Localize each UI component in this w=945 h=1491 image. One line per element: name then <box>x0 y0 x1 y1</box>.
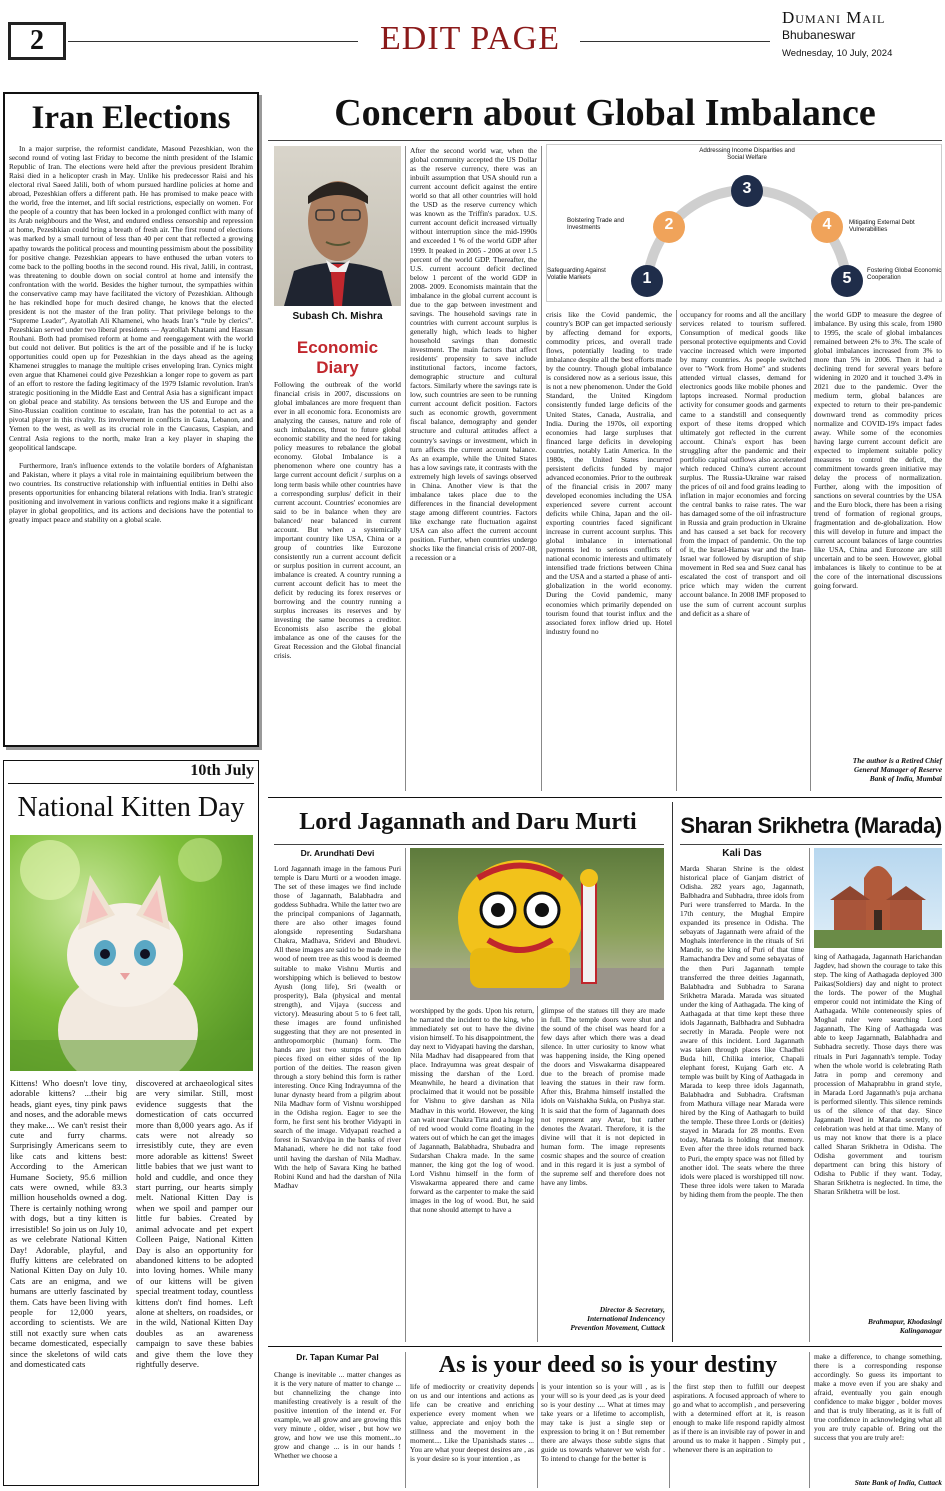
imbalance-credit-line-2: General Manager of Reserve <box>853 765 942 774</box>
infographic-num-5: 5 <box>842 270 852 287</box>
iran-headline: Iran Elections <box>31 100 231 136</box>
edition-date: Wednesday, 10 July, 2024 <box>782 48 893 59</box>
kitten-headline: National Kitten Day <box>17 792 245 823</box>
deed-author: Dr. Tapan Kumar Pal <box>296 1352 379 1362</box>
iran-paragraph-2: Furthermore, Iran's influence extends to the volatile borders of Afghanistan and Pakistan, where it plays a vital role in maintaining equilibrium between the two countries. Its constructive relationship with influential entities in Delhi also presents opportunities for enhancing bilateral relations with India. Iran's strategic positioning and involvement in various conflicts and regions make it a significant player in global geopolitics, and its actions and decisions have the potential to greatly impact peace and stability on a global scale. <box>9 460 253 524</box>
sharan-rule-1 <box>809 848 810 1342</box>
mid-section-rule <box>268 797 942 798</box>
imbalance-rule-1 <box>405 146 406 791</box>
imbalance-credit-line-3: Bank of India, Mumbai <box>869 774 942 783</box>
deed-headline: As is your deed so is your destiny <box>438 1352 778 1378</box>
jagannath-col-1: Lord Jagannath image in the famous Puri temple is Daru Murti or a wooden image. The set of these images we find include those of Jagannath, Balabhadra and goddess Subhadra. While the latter two are the principal companions of Jagannath, there are also other images found alongside representing Sudarshana Chakra, Madhava, Sridevi and Bhudevi. All these images are said to be made in the wood of neem tree as this wood is deemed suitable to make Vishnu Murtis and worshipping which is believed to bestow Ayush (long life), Sri (wealth or prosperity), Bala (physical and mental strength), and Vijaya (success and victory). Measuring about 5 to 6 feet tall, these images are found unfinished suggesting that they are not presented in anthropomorphic (human) form. The hands are just two stumps of wooden pieces fixed on either sides of the lip portion of the deities. The reason given through a story behind this form is rather interesting. Once King Indrayumna of the lunar dynasty heard from a pilgrim about Nila Madhav form of Vishnu worshipped in the Odisha region. Eager to see the form, he first sent his brother Vidyapti in search of the image. Vidyapati reached a forest in Savardvipa in the banks of river Mahanadi, where he did not take food until having the darshan of Nila Madhav. With the help of Savara King he bathed Robini Kund and had the darshan of Nila Madhav <box>274 864 401 1190</box>
jagannath-col-3: glimpse of the statues till they are made in full. The temple doors were shut and the sound of the chisel was heard for a few days after which there was a dead silence. In utter curiosity to know what was happening inside, the King opened the doors and Viswakarma disappeared due to the breach of promise made leaving the statues in their raw form. After this, Brahma himself installed the idols on Vaishakha Sukla, on Pushya star. It is said that the form of Jagannath does not represent any Avtar, but rather denotes the Avatari. Therefore, it is the divine will that it is not depicted in human form. The image represents cosmic shapes and the source of creation and in this regard it is just a symbol of the supreme self and therefore does not have any limbs. <box>541 1006 665 1187</box>
jagannath-credit-line-2: International Indencency <box>587 1314 665 1323</box>
deed-rule-3 <box>669 1382 670 1488</box>
jagannath-rule-2 <box>537 1006 538 1342</box>
sharan-author: Kali Das <box>722 848 762 859</box>
sharan-col-2: king of Aathagada, Jagannath Harichandan Jagdev, had shown the courage to take this step. The king of Aathagada deployed 300 Paikas(Soldiers) day and night to protect the lords. The power of the Mughal emperor could not intimidate the King of Aathagada. While conteneously spies of Moghal ruler were searching Lord Jagannath, The King of Aathagada was able to keep Jagarnnath, Balabhadra and Subhadra secretly. Those days there was rituals in Puri Jagannath's temple. Today when the whole world is celebrating Rath Jatra in pomp and ceremony and procession of Mahaprabhu in grand style, in Marada Lord Jagannath's puja archana is performed silently. This silence reminds us of the silence of that day. Since Jagannath lived in Marada secretly, no celebration was held at that time. Many of us may not know that there is a place called Sharan Srikhetra in Odisha. The Odisha government and tourism department can bring this history of Odisha to Public if they want. Today, Sharan Srikhetra is neglected. In time, the Sharan Srikhetra will be lost. <box>814 952 942 1197</box>
deed-col-1: Change is inevitable ... matter changes as it is the very nature of matter to change ... but channelizing the change into manifesting creatively is a result of the positive intention of the intend er. For example, we all grow and are growing this very minute , older, wiser , but how we grow, and how we use this moment...to grow and change ... is in our hands ! Whether we choose a <box>274 1370 401 1461</box>
sharan-temple-photo <box>814 848 942 948</box>
imbalance-col-2: After the second world war, when the global community accepted the US Dollar as the reserve currency, there was an inbuilt assumption that USA should run a current account deficit against the entire world so that all other countries will hold the USD as the reserve currency which was known as the Triffin's paradox. U.S. current account deficit increased virtually without interruption since the mid-1990s and exceeded 1 % of the world GDP after 1999. It peaked in 2005 - 2006 at over 1.5 percent of the world GDP. Thereafter, the U.S. current account deficit declined below 1 percent of the world GDP in 2008- 2009. Economists maintain that the imbalance in the global current account is due to the gap between investment and savings. The household savings rate in countries with current account surplus is generally high, which leads to higher household savings than domestic investment. The main factors that affect residents' propensity to save include institutional factors, income factors, demographic structure and cultural factors. Similarly where the savings rate is low, such countries are seen to be running current account deficit position. Factors such as economic growth, government fiscal balance, demography and gender structure and cultural attitudes affect a country's savings or investment, which in turn affects the current account balance. As an example, while the United States has a low savings rate, it contrasts with the extremely high levels of savings observed in China. Another view is that the imbalance takes place due to the differences in the financial development stage among different countries. Factors like exchange rate fluctuation against USA can also affect the current account position. Further, when countries undergo shocks like the financial crisis of 2007-08, a recession or a <box>410 146 537 563</box>
imbalance-rule-3 <box>676 310 677 791</box>
paper-name: Dumani Mail <box>782 8 886 27</box>
economic-diary-badge: Economic Diary <box>296 338 379 377</box>
infographic-num-1: 1 <box>642 270 652 287</box>
sharan-col-1: Marda Sharan Shrine is the oldest historical place of Ganjam district of Odisha. 282 years ago, Jagannath, Balbhadra and Subhadra, three idols from Puri were transferred to Marda. In the 17th century, the Mughal Empire expanded its presence in Odisha. The sebayats of Jagannath were afraid of the Moghals interference in the rituals of Sri Mandir, so the king of Puri of that time Ramachandra Dev and some sebayatas of the then Puri Jagannath temple transferred the three deities Jagannath, Balabhadra and Subhadra to Sarana Srikhetra Marada. Marada was situated under the king of Aathagada. The king of Aathagada at that time kept these three idols Jagannath, Balbhadra and Subhadra secretly in Marada. People were not aware of this incident. Lord Jagannath was taken through places like Chadhei Buda hill, Chilika interior, Chapali elephant forest, Kujang Garh etc. A temple was built by King of Aathagada in Marada to keep three idols Jagannath, Balabhadra and Subhadra. Craftsman from Mathura village near Marada were hired by the King of Aathagarh to build the temple. These three Lords or (deities) stayed in Marada for 28 months. Even today, Marada is holding that memory. Even after the three idols returned back to Puri, the empty space was not filled by another idol. The seats where the three idols were placed is worshipped till now. These three idols were taken to Marada by hiding them from the people. The then <box>680 864 804 1199</box>
jagannath-rule <box>274 844 664 845</box>
kitten-illustration <box>10 835 253 1071</box>
jagannath-headline: Lord Jagannath and Daru Murti <box>299 809 637 835</box>
jagannath-credit-line-3: Prevention Movement, Cuttack <box>570 1323 665 1332</box>
infographic-num-4: 4 <box>822 216 832 233</box>
masthead-rule-left <box>68 41 358 42</box>
jagannath-idol-illustration <box>410 848 664 1000</box>
infographic-label-1: Safeguarding Against Volatile Markets <box>547 267 606 281</box>
imbalance-credit <box>814 756 942 783</box>
bottom-section-rule <box>268 1346 942 1347</box>
imbalance-rule-2 <box>541 146 542 791</box>
imbalance-author: Subash Ch. Mishra <box>292 311 383 322</box>
jagannath-sharan-divider <box>672 802 673 1342</box>
imbalance-rule-4 <box>810 310 811 791</box>
kitten-photo <box>10 835 253 1071</box>
sharan-credit-line-2: Kalinganagar <box>899 1326 942 1335</box>
jagannath-col-2: worshipped by the gods. Upon his return, he narrated the incident to the king, who immediately set out to have the divine vision himself. To his disappointment, the day next to Vidyapati having the darshan, Nila Madhav had disappeared from that place. Indrayumna was great despair of missing the darshan of the Lord. Meanwhile, he heard a divination that proclaimed that it would not be possible for Vishnu to give darshan as Nila Madhav in this world. However, the king can wait near Chakra Tirta and a huge log of red wood would come floating in the waters out of which he can get the images of Jagannath, Balabhadra, Shubadra and Sudarshan Chakra made. In the same manner, the king got the log of wood. Lord Vishnu himself in the form of Viswakarma appeared there and came forward as the carpenter to make the said images in the log of wood. But, he said that none should attempt to have a <box>410 1006 534 1215</box>
infographic-num-2: 2 <box>664 216 674 233</box>
infographic-num-3: 3 <box>742 180 752 197</box>
imbalance-col-3: crisis like the Covid pandemic, the country's BOP can get impacted seriously by affecting demand for exports, commodity prices, and overall trade flows, potentially leading to trade imbalance despite all the best efforts made by the country. Though global imbalance is considered now as a serious issue, this is not a new phenomenon. Under the Gold Standard, the United Kingdom consistently funded large deficits of the United States, Canada, Australia, and India. During the 1970s, oil exporting economies had large surpluses that financed large deficits in developing countries, notably Latin America. In the 1980s, the United States incurred persistent deficits funded by major advanced economies. Prior to the outbreak of the financial crisis in 2007 many developed economies including the USA experienced severe current account deficits while China, Japan and the oil-exporting countries faced significant increase in current account surplus. This global imbalance in international payments led to serious conflicts of national economic interests and ultimately intensified trade frictions between China and the USA and a started a phase of anti-globalization in the world economy. During the Covid pandemic, many economies which primarily depended on tourism found that tourist influx and the associated forex inflow dried up. Hotel industry found no <box>546 310 672 636</box>
iran-body <box>9 144 253 742</box>
jagannath-credit <box>541 1305 665 1332</box>
deed-col-5: make a difference, to change something, there is a corresponding response accordingly. So guess its important to make a move even if you are shaky and afraid, eventually you gain enough confidence to make bigger , bolder moves and that is truly liberating, as it is full of true confidence in acknowledging what all you are truly capable of. Bring out the success that you are truly are!: <box>814 1352 942 1443</box>
imbalance-infographic <box>546 144 942 302</box>
section-title: EDIT PAGE <box>380 20 560 57</box>
kitten-divider <box>8 783 254 784</box>
infographic-label-4: Mitigating External Debt Vulnerabilities <box>849 219 915 233</box>
deed-rule-2 <box>537 1382 538 1488</box>
author-photo <box>274 146 401 306</box>
imbalance-credit-line-1: The author is a Retired Chief <box>852 756 942 765</box>
sharan-headline: Sharan Srikhetra (Marada) <box>680 813 942 838</box>
kitten-col-2: discovered at archaeological sites are very similar. Still, most evidence suggests that the domestication of cats occurred more than 8,000 years ago. As if cats were not already so irresistibly cute, they are even more adorable as kittens! Sweet little babies that we just want to hold and cuddle, and once they start purring, our hearts simply melt. National Kitten Day is when we spoil and pamper our little fur babies. Created by animal advocate and pet expert Colleen Paige, National Kitten Day is also an opportunity for abandoned kittens to be adopted into loving homes. While many of our kittens will be given special treatment today, countless kittens don't find homes. Left alone at shelters, on roadsides, or in the wild, National Kitten Day doubles as an awareness campaign to save these babies and give them the love they rightfully deserve. <box>136 1078 253 1369</box>
deed-col-2: life of mediocrity or creativity depends on us and our intentions and actions as life can be creative and enriching experience every moment when we value, appreciate and enjoy both the stillness and the movement in the moment.... Like the Upanishads states ... You are what your deepest desires are , as is your desire so is your intention , as <box>410 1382 534 1464</box>
jagannath-credit-line-1: Director & Secretary, <box>599 1305 665 1314</box>
edition-city: Bhubaneswar <box>782 28 856 42</box>
author-portrait <box>274 146 401 306</box>
imbalance-headline: Concern about Global Imbalance <box>334 92 876 134</box>
page-number: 2 <box>8 22 66 60</box>
deed-credit: State Bank of India, Cuttack <box>854 1478 942 1487</box>
imbalance-col-4: occupancy for rooms and all the ancillary services related to tourism suffered. Consumption of medical goods like personal protective equipments and Covid vaccine increased which were imported by many countries. As people switched over to "Work from Home" and students attended virtual classes, demand for electronics goods like mobile phones and laptops increased. Normal production activity for consumer goods and garments came to a standstill and consequently export of these items dropped which ultimately got reflected in the current account. China's export has been struggling after the pandemic and their portfolio capital outflows also accelerated which reduced China's current account surplus. The Russia-Ukraine war raised the prices of oil and food grains leading to inflation in major economies and forcing the central banks to raise rates. The war has damaged some of the oil infrastructure in Russia and grain production in Ukraine and has caused a set back for recovery from the impact of pandemic. On the top of it, the Israel-Hamas war and the Iran-Israel war followed by disruption of ship movement in Red sea and Suez canal has escalated the cost of transport and oil price which may widen the current account balance. In 2008 IMF proposed to use the sum of current account surplus and deficit as a share of <box>680 310 806 618</box>
infographic-top-label: Addressing Income Disparities and Social Welfare <box>699 147 795 161</box>
imbalance-top-rule <box>268 140 942 141</box>
sharan-credit-line-1: Brahmapur, Khodasingi <box>868 1317 942 1326</box>
kitten-col-1: Kittens! Who doesn't love tiny, adorable kittens? ...their big heads, giant eyes, tiny pink paws and noses, and the adorable mews they make.... We can't resist their cute and furry charms. Surprisingly Americans seem to like cats and kittens best: According to the American Humane Society, 95.6 million cats were owned, while 83.3 million households owned a dog. There is certainly nothing wrong with dogs, but a tiny kitten is irresistible! So join us on July 10, as we celebrate National Kitten Day! Adorable, playful, and fluffy kittens are celebrated on National Kitten Day on July 10. Cats are an enigma, and we humans are utterly fascinated by them. Cats have been living with people for 12,000 years, according to scientists. We are still not exactly sure when cats became domesticated, especially since the skeletons of wild cats and domesticated cats <box>10 1078 127 1369</box>
imbalance-col-5: the world GDP to measure the degree of imbalance. By using this scale, from 1980 to 1995, the scale of global imbalances remained between 2% to 3%. The scale of global imbalances increased from 3% to more than 5% in 2006. Then it had a declining trend for several years before widening in 2020 and it touched 3.4% in 2021 due to the pandemic. Over the medium term, global balances are expected to return to their pre-pandemic downward trend as commodity prices normalize and COVID-19's impact fades away. While some of the economies having large current account deficit are expected to implement suitable policy measures to control the deficit, the commitment towards green initiative may delay the process of normalization. Further, along with the imposition of sanctions on several countries by the USA and the Euro block, there has been a rising trend of formation of regional groups, fragmentation and de-globalization. How this will develop in future and impact the current account balances of large countries like USA, China and Eurozone are still uncertain and to be seen. However, global imbalances is likely to continue to be at the core of the international discussions going forward. <box>814 310 942 591</box>
imbalance-col-1: Following the outbreak of the world financial crisis in 2007, discussions on global imbalances are more frequent than ever in all economic fora. Economists are analyzing the causes, nature and role of such imbalances, threat to future global economic stability and the need for taking policy measures to rebalance the global economy. Global Imbalance is a phenomenon where one country has a large current account deficit / surplus on a long term basis while other countries have a corresponding surplus/ deficit in their current account. Countries' economies are said to be in balance when they are balanced/ near balanced in current account. But when a systemically important country like USA, China or a group of countries like Eurozone consistently run a current account deficit or surplus position in current account, an imbalance is created. A country running a current account deficit has to meet the deficit by reducing its forex reserves or borrowing and the country running a surplus increases its reserves and by investing the same becomes a creditor. Economists also ascribe the global imbalance as one of the causes for the Great Recession and the Global financial crisis. <box>274 380 401 661</box>
deed-col-4: the first step then to fulfill our deepest aspirations. A focused approach of where to go and what to accomplish , and persevering with a determined effort at it, is reason enough to make life respond rapidly almost as if there is an invisible ray of power in and around us to make it happen . Simply put , whenever there is an aspiration to <box>673 1382 805 1455</box>
jagannath-rule-1 <box>405 848 406 1342</box>
jagannath-author: Dr. Arundhati Devi <box>300 848 375 858</box>
sharan-rule <box>680 844 942 845</box>
deed-col-3: is your intention so is your will , as is your will so is your deed ,as is your deed so is your destiny .... What at times may take years or a lifetime to accomplish, may take is just a single step or expression to bring it on ! But remember there are always those subtle signs that guide us towards whatever we wish for . To intend to change for the better is <box>541 1382 665 1464</box>
iran-paragraph-1: In a major surprise, the reformist candidate, Masoud Pezeshkian, won the second round of voting last Friday to become the ninth president of the Islamic Republic of Iran. The elections were held after the previous president Ibrahim Raisi died in a helicopter crash in May. Unlike his predecessor Raisi and his electoral rival Saeed Jalili, both of whom pursued hardline policies at home and abroad, Pezeshkian offers a different path. He has promised to make peace with the world, free the internet, and lift social restrictions, especially on women. For the people of a country that has been locked in a prolonged conflict with many of its Arab neighbours and the West, and endured endless censorship and repression at home, Pezeshkian could bring a breath of fresh air. The first round of elections was marked by a small turnout of less than 40 per cent that reflected a growing apathy towards the political process and mounting pessimism about the possibility for positive change. Pezeshkian appears to have enthused the urban voters to come back to the polling booths in the second round. His rival, Jalili, in contrast, was threatening to double down on social control at home and intensify the confrontation with the world. Besides the higher turnout, the sympathies within the conservative camp may have facilitated the victory of Pezeshkian. Although he has rekindled hope for much desired change, he knows that the elected president is not the master of the Iran polity. That privilege belongs to the “Supreme Leader”, Ayatollah Ali Khamenei, who heads Iran’s “rule by clerics”. Pezeshkian served under two liberal presidents — Ayatollah Khatami and Hassan Rouhani. Both had promised reform at home and reengagement with the world but could not deliver. But politics is the art of the possible and if he is lucky opportunities could open up for Pezeshkian in the days ahead as the ageing Khamenei struggles to manage the multiple crises enveloping Iran. Cynics might even argue that Khamenei could give Pezeshkian a longer rope to govern as part of an effort to restore the fading legitimacy of the 1979 Islamic revolution. Iran's strategic positioning in the Middle East and Central Asia has a significant impact on global peace and stability. As tensions between the US and Europe and the Sino-Russian coalition continue to escalate, Iran has the potential to act as a pivotal player in this rivalry. Its involvement in conflicts in Gaza, Lebanon, and Yemen to the west, as well as its crucial role in the Caucasus, Caspian, and Central Asia regions to the north, make Iran a key player in shaping the geopolitical landscape. <box>9 144 253 452</box>
jagannath-photo <box>410 848 664 1000</box>
infographic-label-5: Fostering Global Economic Cooperation <box>867 267 942 281</box>
temple-illustration <box>814 848 942 948</box>
deed-rule-1 <box>405 1352 406 1488</box>
kitten-date-label: 10th July <box>190 762 254 779</box>
sharan-credit <box>814 1317 942 1335</box>
infographic-label-2: Bolstering Trade and Investments <box>567 217 625 231</box>
deed-rule-4 <box>809 1352 810 1488</box>
masthead-rule-right <box>580 41 770 42</box>
